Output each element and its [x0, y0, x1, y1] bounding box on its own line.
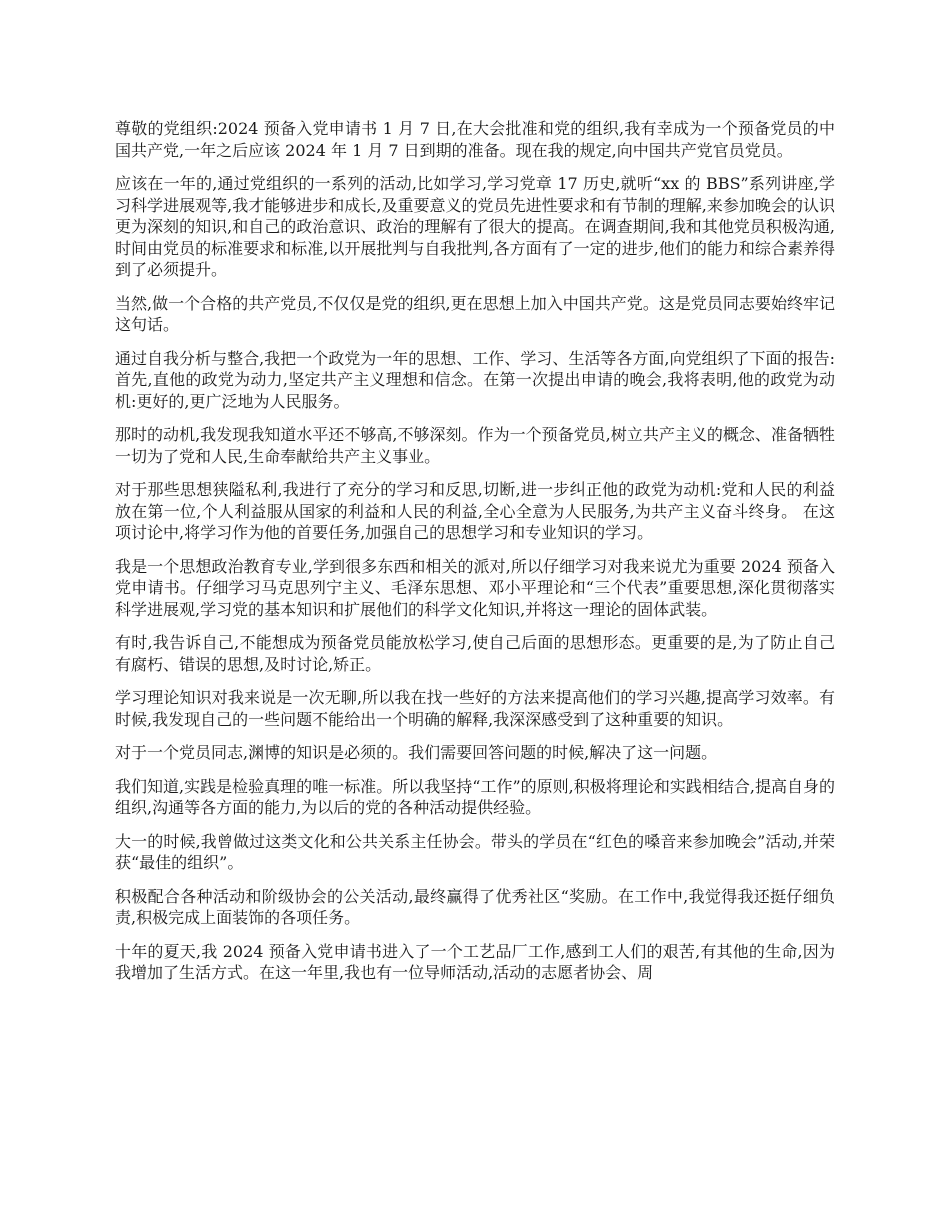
paragraph-14: 十年的夏天,我 2024 预备入党申请书进入了一个工艺品厂工作,感到工人们的艰苦,有其他的生命,因为我增加了生活方式。在这一年里,我也有一位导师活动,活动的志愿者协会、周 [115, 941, 835, 982]
paragraph-13: 积极配合各种活动和阶级协会的公关活动,最终赢得了优秀社区“奖励。在工作中,我觉得我还挺仔细负责,积极完成上面装饰的各项任务。 [115, 886, 835, 927]
paragraph-3: 当然,做一个合格的共产党员,不仅仅是党的组织,更在思想上加入中国共产党。这是党员同志要始终牢记这句话。 [115, 293, 835, 334]
paragraph-6: 对于那些思想狭隘私利,我进行了充分的学习和反思,切断,进一步纠正他的政党为动机:党和人民的利益放在第一位,个人利益服从国家的利益和人民的利益,全心全意为人民服务,为共产主义奋斗终身。 在这项讨论中,将学习作为他的首要任务,加强自己的思想学习和专业知识的学习。 [115, 480, 835, 542]
paragraph-4: 通过自我分析与整合,我把一个政党为一年的思想、工作、学习、生活等各方面,向党组织了下面的报告: 首先,直他的政党为动力,坚定共产主义理想和信念。在第一次提出申请的晚会,我将表明,他的政党为动机:更好的,更广泛地为人民服务。 [115, 348, 835, 411]
paragraph-12: 大一的时候,我曾做过这类文化和公共关系主任协会。带头的学员在“红色的嗓音来参加晚会”活动,并荣获“最佳的组织”。 [115, 831, 835, 872]
paragraph-10: 对于一个党员同志,渊博的知识是必须的。我们需要回答问题的时候,解决了这一问题。 [115, 743, 718, 762]
paragraph-5: 那时的动机,我发现我知道水平还不够高,不够深刻。作为一个预备党员,树立共产主义的概念、准备牺牲一切为了党和人民,生命奉献给共产主义事业。 [115, 425, 835, 466]
document-body [115, 118, 835, 996]
paragraph-7: 我是一个思想政治教育专业,学到很多东西和相关的派对,所以仔细学习对我来说尤为重要 2024 预备入党申请书。仔细学习马克思列宁主义、毛泽东思想、邓小平理论和“三个代表”重要思想,深化贯彻落实科学进展观,学习党的基本知识和扩展他们的科学文化知识,并将这一理论的固体武装。 [115, 556, 835, 619]
paragraph-8: 有时,我告诉自己,不能想成为预备党员能放松学习,使自己后面的思想形态。更重要的是,为了防止自己有腐朽、错误的思想,及时讨论,矫正。 [115, 633, 835, 674]
paragraph-11: 我们知道,实践是检验真理的唯一标准。所以我坚持“工作”的原则,积极将理论和实践相结合,提高自身的组织,沟通等各方面的能力,为以后的党的各种活动提供经验。 [115, 776, 835, 817]
paragraph-9: 学习理论知识对我来说是一次无聊,所以我在找一些好的方法来提高他们的学习兴趣,提高学习效率。有时候,我发现自己的一些问题不能给出一个明确的解释,我深深感受到了这种重要的知识。 [115, 688, 835, 729]
paragraph-1: 尊敬的党组织:2024 预备入党申请书 1 月 7 日,在大会批准和党的组织,我有幸成为一个预备党员的中国共产党,一年之后应该 2024 年 1 月 7 日到期的准备。现在我的规定,向中国共产党官员党员。 [115, 119, 835, 160]
paragraph-2: 应该在一年的,通过党组织的一系列的活动,比如学习,学习党章 17 历史,就听“xx 的 BBS”系列讲座,学习科学进展观等,我才能够进步和成长,及重要意义的党员先进性要求和有节制的理解,来参加晚会的认识更为深刻的知识,和自己的政治意识、政治的理解有了很大的提高。在调查期间,我和其他党员积极沟通,时间由党员的标准要求和标准,以开展批判与自我批判,各方面有了一定的进步,他们的能力和综合素养得到了必须提升。 [115, 174, 835, 279]
